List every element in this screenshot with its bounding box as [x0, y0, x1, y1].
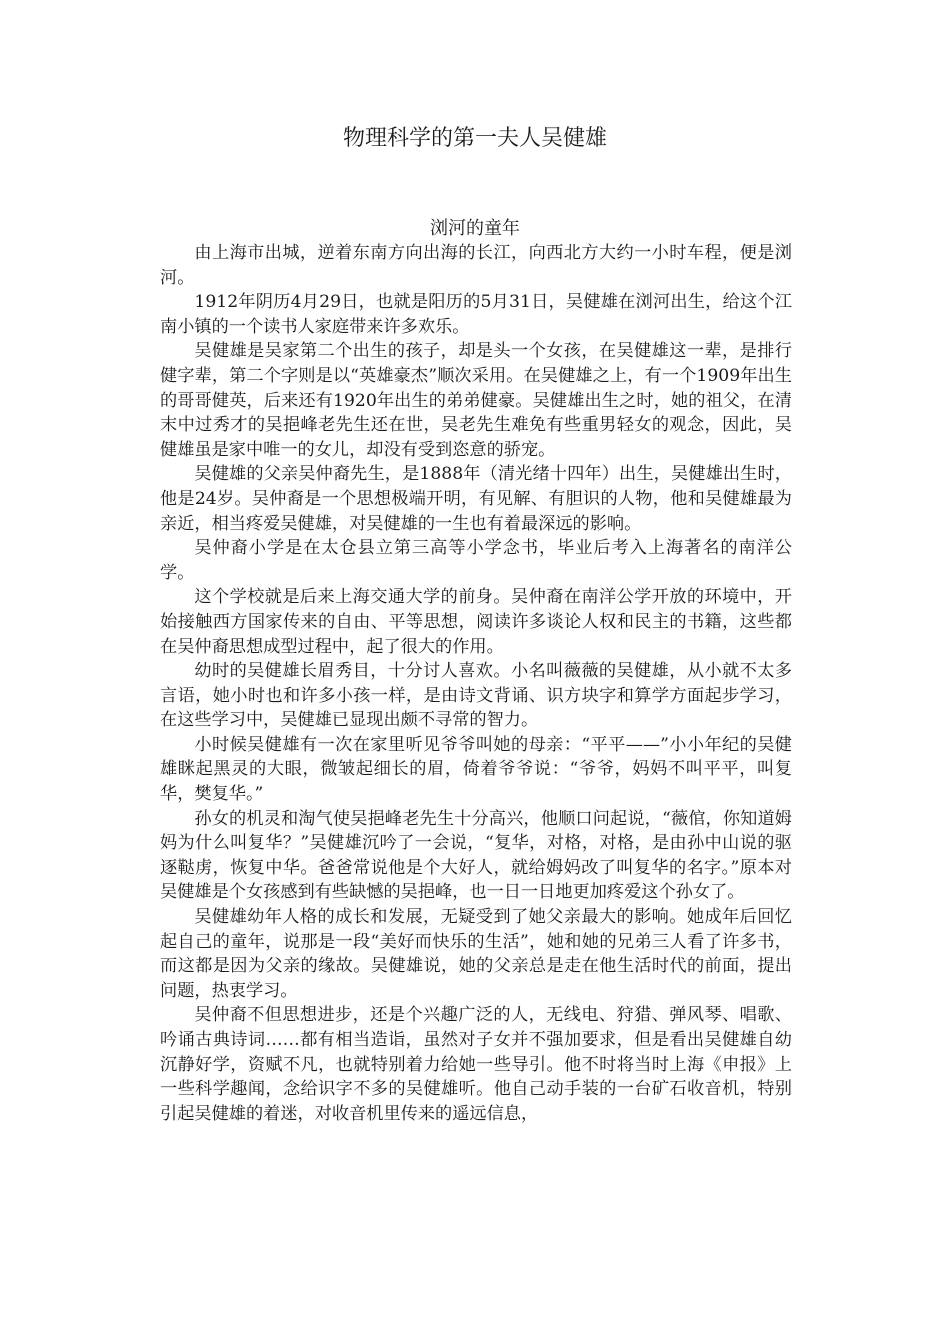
- body-text: [160, 241, 792, 1126]
- paragraph: 吴健雄的父亲吴仲裔先生，是1888年（清光绪十四年）出生，吴健雄出生时，他是24岁。吴仲裔是一个思想极端开明，有见解、有胆识的人物，他和吴健雄最为亲近，相当疼爱吴健雄，对吴健雄的一生也有着最深远的影响。: [160, 464, 792, 534]
- paragraph: 1912年阴历4月29日，也就是阳历的5月31日，吴健雄在浏河出生，给这个江南小镇的一个读书人家庭带来许多欢乐。: [160, 292, 792, 337]
- paragraph: 孙女的机灵和淘气使吴挹峰老先生十分高兴，他顺口问起说，“薇倌，你知道姆妈为什么叫复华？”吴健雄沉吟了一会说，“复华，对格，对格，是由孙中山说的驱逐鞑虏，恢复中华。爸爸常说他是个大好人，就给姆妈改了叫复华的名字。”原本对吴健雄是个女孩感到有些缺憾的吴挹峰，也一日一日地更加疼爱这个孙女了。: [160, 808, 792, 903]
- paragraph: 吴仲裔小学是在太仓县立第三高等小学念书，毕业后考入上海著名的南洋公学。: [160, 538, 792, 583]
- section-heading: 浏河的童年: [430, 218, 520, 239]
- document-title: 物理科学的第一夫人吴健雄: [342, 126, 607, 151]
- paragraph: 吴健雄是吴家第二个出生的孩子，却是头一个女孩，在吴健雄这一辈，是排行健字辈，第二个字则是以“英雄豪杰”顺次采用。在吴健雄之上，有一个1909年出生的哥哥健英，后来还有1920年出生的弟弟健豪。吴健雄出生之时，她的祖父，在清末中过秀才的吴挹峰老先生还在世，吴老先生难免有些重男轻女的观念，因此，吴健雄虽是家中唯一的女儿，却没有受到恣意的骄宠。: [160, 341, 792, 460]
- paragraph: 由上海市出城，逆着东南方向出海的长江，向西北方大约一小时车程，便是浏河。: [160, 243, 792, 288]
- paragraph: 幼时的吴健雄长眉秀目，十分讨人喜欢。小名叫薇薇的吴健雄，从小就不太多言语，她小时也和许多小孩一样，是由诗文背诵、识方块字和算学方面起步学习，在这些学习中，吴健雄已显现出颇不寻常的智力。: [160, 661, 792, 731]
- paragraph: 吴仲裔不但思想进步，还是个兴趣广泛的人，无线电、狩猎、弹风琴、唱歌、吟诵古典诗词……都有相当造诣，虽然对子女并不强加要求，但是看出吴健雄自幼沉静好学，资赋不凡，也就特别着力给她一些导引。他不时将当时上海《申报》上一些科学趣闻，念给识字不多的吴健雄听。他自己动手装的一台矿石收音机，特别引起吴健雄的着迷，对收音机里传来的遥远信息，: [160, 1005, 792, 1124]
- paragraph: 吴健雄幼年人格的成长和发展，无疑受到了她父亲最大的影响。她成年后回忆起自己的童年，说那是一段“美好而快乐的生活”，她和她的兄弟三人看了许多书，而这都是因为父亲的缘故。吴健雄说，她的父亲总是走在他生活时代的前面，提出问题，热衷学习。: [160, 907, 792, 1001]
- paragraph: 小时候吴健雄有一次在家里听见爷爷叫她的母亲：“平平——”小小年纪的吴健雄眯起黑灵的大眼，微皱起细长的眉，倚着爷爷说：“爷爷，妈妈不叫平平，叫复华，樊复华。”: [160, 734, 792, 805]
- paragraph: 这个学校就是后来上海交通大学的前身。吴仲裔在南洋公学开放的环境中，开始接触西方国家传来的自由、平等思想，阅读许多谈论人权和民主的书籍，这些都在吴仲裔思想成型过程中，起了很大的作用。: [160, 587, 792, 657]
